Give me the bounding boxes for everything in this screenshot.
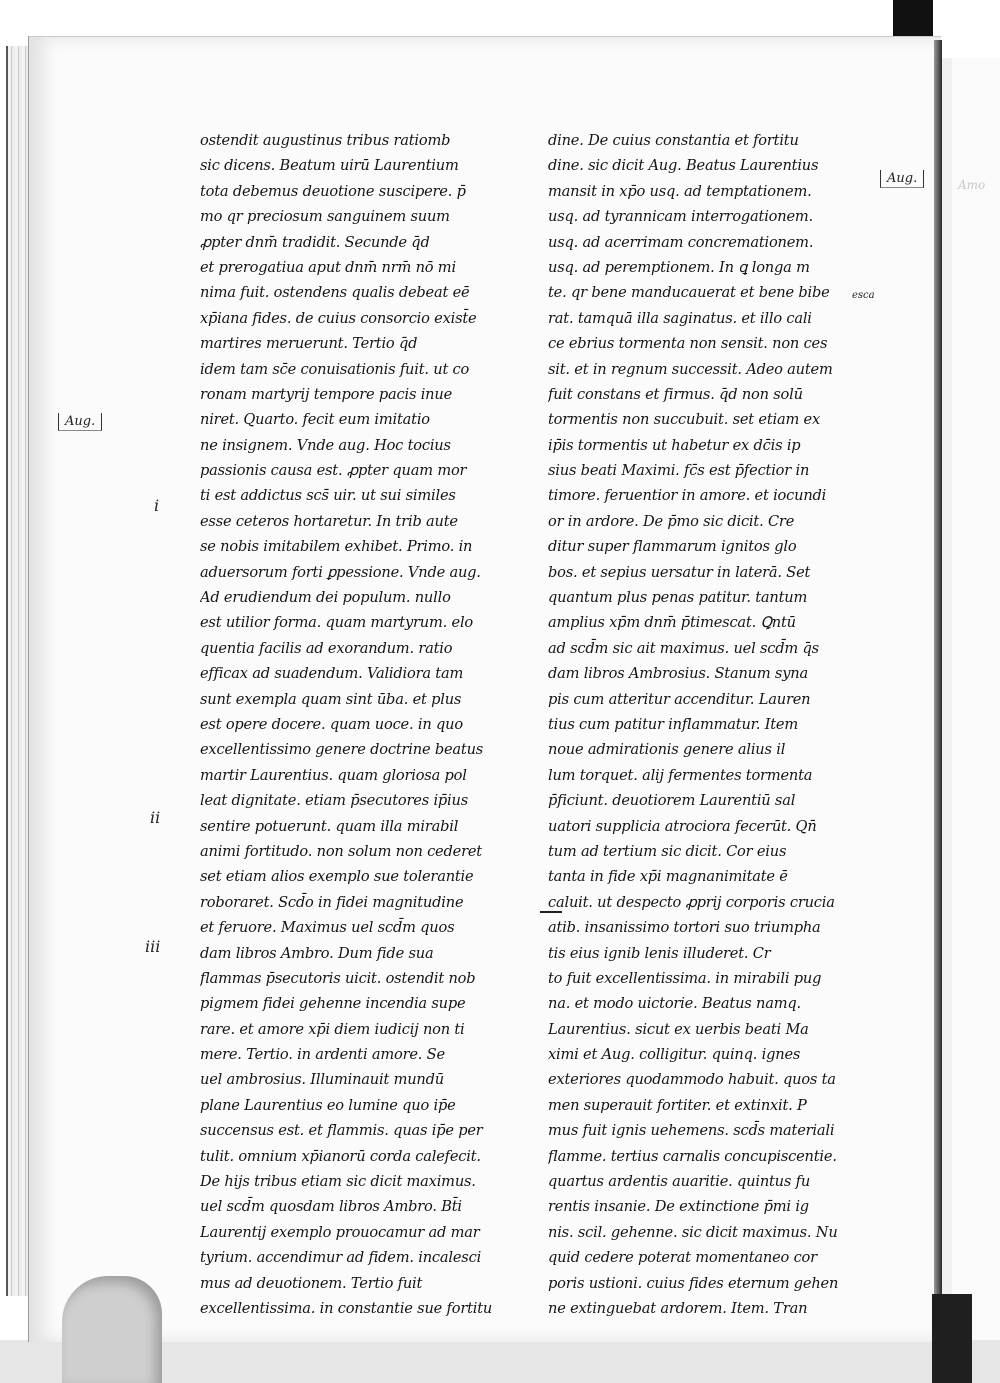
manuscript-line: men superauit fortiter. et extinxit. P	[548, 1096, 807, 1114]
manuscript-line: uel ambrosius. Illuminauit mundū	[200, 1071, 444, 1089]
margin-numeral-1: i	[154, 496, 160, 515]
manuscript-line: martir Laurentius. quam gloriosa pol	[200, 766, 467, 784]
manuscript-line: mere. Tertio. in ardenti amore. Se	[200, 1046, 445, 1064]
manuscript-line: plane Laurentius eo lumine quo ip̄e	[200, 1096, 456, 1114]
manuscript-line: tyrium. accendimur ad fidem. incalesci	[200, 1249, 482, 1267]
manuscript-line: tulit. omnium xp̄ianorū corda calefecit.	[200, 1147, 481, 1165]
manuscript-line: uel scd̄m quosdam libros Ambro. Bt̄i	[200, 1198, 462, 1216]
manuscript-line: to fuit excellentissima. in mirabili pug	[548, 969, 822, 987]
manuscript-line: sentire potuerunt. quam illa mirabil	[200, 817, 459, 835]
manuscript-line: quid cedere poterat momentaneo cor	[548, 1249, 817, 1267]
manuscript-line: usq. ad tyrannicam interrogationem.	[548, 208, 813, 226]
manuscript-line: est utilior forma. quam martyrum. elo	[200, 614, 474, 632]
margin-note-aug-left: Aug.	[58, 413, 102, 431]
manuscript-line: est opere docere. quam uoce. in quo	[200, 715, 463, 733]
manuscript-line: ad scd̄m sic ait maximus. uel scd̄m q̄s	[548, 639, 819, 657]
manuscript-line: pigmem fidei gehenne incendia supe	[200, 995, 466, 1013]
manuscript-line: niret. Quarto. fecit eum imitatio	[200, 411, 430, 429]
manuscript-line: amplius xp̄m dnm̄ p̄timescat. Ꝗntū	[548, 614, 796, 632]
manuscript-line: lum torquet. alij fermentes tormenta	[548, 766, 813, 784]
manuscript-line: or in ardore. De p̄mo sic dicit. Cre	[548, 512, 795, 530]
manuscript-line: dam libros Ambrosius. Stanum syna	[548, 665, 808, 683]
manuscript-line: leat dignitate. etiam p̄secutores ip̄ius	[200, 792, 469, 810]
manuscript-line: ronam martyrij tempore pacis inue	[200, 385, 453, 403]
manuscript-line: usq. ad peremptionem. In ꝗ longa m	[548, 258, 810, 276]
manuscript-line: rentis insanie. De extinctione p̄mi ig	[548, 1198, 809, 1216]
manuscript-line: aduersorum forti ꝑpessione. Vnde aug.	[200, 563, 481, 581]
manuscript-line: se nobis imitabilem exhibet. Primo. in	[200, 538, 473, 556]
manuscript-line: idem tam sc̄e conuisationis fuit. ut co	[200, 360, 470, 378]
facing-page-edge	[940, 58, 1000, 1358]
manuscript-line: fuit constans et firmus. q̄d non solū	[548, 385, 803, 403]
manuscript-line: ditur super flammarum ignitos glo	[548, 538, 797, 556]
margin-note-aug-right: Aug.	[880, 170, 924, 188]
manuscript-line: te. qr bene manducauerat et bene bibe	[548, 284, 830, 302]
margin-note-faint: Amo	[958, 178, 986, 192]
manuscript-line: De hijs tribus etiam sic dicit maximus.	[200, 1173, 476, 1191]
manuscript-line: passionis causa est. ꝓpter quam mor	[200, 462, 467, 480]
margin-line-mark	[540, 911, 562, 913]
manuscript-line: quantum plus penas patitur. tantum	[548, 589, 808, 607]
manuscript-line: quartus ardentis auaritie. quintus fu	[548, 1173, 811, 1191]
manuscript-line: xp̄iana fides. de cuius consorcio exist̄e	[200, 309, 477, 327]
manuscript-line: ne insignem. Vnde aug. Hoc tocius	[200, 436, 451, 454]
manuscript-line: excellentissimo genere doctrine beatus	[200, 741, 484, 759]
manuscript-line: esse ceteros hortaretur. In trib aute	[200, 512, 458, 530]
manuscript-line: quentia facilis ad exorandum. ratio	[200, 639, 453, 657]
manuscript-line: nis. scil. gehenne. sic dicit maximus. Nu	[548, 1223, 838, 1241]
manuscript-line: et feruore. Maximus uel scd̄m quos	[200, 919, 455, 937]
manuscript-line: na. et modo uictorie. Beatus namq.	[548, 995, 801, 1013]
margin-numeral-2: ii	[150, 808, 161, 827]
manuscript-line: noue admirationis genere alius il	[548, 741, 786, 759]
manuscript-line: dine. sic dicit Aug. Beatus Laurentius	[548, 157, 819, 175]
manuscript-line: ostendit augustinus tribus ratiomb	[200, 132, 451, 149]
manuscript-line: tis eius ignib lenis illuderet. Cr	[548, 944, 771, 962]
manuscript-line: bos. et sepius uersatur in laterā. Set	[548, 563, 811, 581]
margin-numeral-3: iii	[145, 937, 161, 956]
left-text-column	[200, 128, 530, 1321]
manuscript-line: poris ustioni. cuius fides eternum gehen	[548, 1274, 839, 1292]
manuscript-line: tormentis non succubuit. set etiam ex	[548, 411, 821, 429]
manuscript-line: tius cum patitur inflammatur. Item	[548, 715, 798, 733]
manuscript-line: mus fuit ignis uehemens. scd̄s materiali	[548, 1122, 835, 1140]
manuscript-line: martires meruerunt. Tertio q̄d	[200, 335, 418, 353]
background-corner	[893, 0, 933, 40]
manuscript-line: Ad erudiendum dei populum. nullo	[200, 589, 451, 607]
manuscript-line: atib. insanissimo tortori suo triumpha	[548, 919, 821, 937]
manuscript-line: timore. feruentior in amore. et iocundi	[548, 487, 827, 505]
manuscript-line: p̄ficiunt. deuotiorem Laurentiū sal	[548, 792, 796, 810]
manuscript-line: uatori supplicia atrociora fecerūt. Qn̄	[548, 817, 817, 835]
manuscript-line: Laurentius. sicut ex uerbis beati Ma	[548, 1020, 809, 1038]
manuscript-line: dam libros Ambro. Dum fide sua	[200, 944, 434, 962]
manuscript-line: et prerogatiua aput dnm̄ nrm̄ nō mi	[200, 258, 456, 276]
margin-note-esca: esca	[852, 290, 875, 301]
manuscript-line: sunt exempla quam sint ūba. et plus	[200, 690, 462, 708]
manuscript-line: dine. De cuius constantia et fortitu	[548, 132, 799, 149]
manuscript-line: ce ebrius tormenta non sensit. non ces	[548, 335, 828, 353]
manuscript-line: rare. et amore xp̄i diem iudicij non ti	[200, 1020, 465, 1038]
manuscript-line: roboraret. Scd̄o in fidei magnitudine	[200, 893, 464, 911]
manuscript-line: sit. et in regnum successit. Adeo autem	[548, 360, 833, 378]
manuscript-line: ti est addictus scs̄ uir. ut sui similes	[200, 487, 456, 505]
manuscript-line: ximi et Aug. colligitur. quinq. ignes	[548, 1046, 801, 1064]
holding-thumb	[62, 1276, 162, 1383]
manuscript-line: efficax ad suadendum. Validiora tam	[200, 665, 464, 683]
manuscript-line: sic dicens. Beatum uirū Laurentium	[200, 157, 459, 175]
binding-gutter	[934, 40, 942, 1300]
manuscript-line: usq. ad acerrimam concremationem.	[548, 233, 814, 251]
manuscript-line: mo qr preciosum sanguinem suum	[200, 208, 450, 226]
manuscript-line: ne extinguebat ardorem. Item. Tran	[548, 1299, 808, 1317]
right-text-column	[548, 128, 878, 1321]
manuscript-line: set etiam alios exemplo sue tolerantie	[200, 868, 474, 886]
manuscript-line: mus ad deuotionem. Tertio fuit	[200, 1274, 423, 1292]
manuscript-line: ip̄is tormentis ut habetur ex dc̄is ip	[548, 436, 801, 454]
manuscript-line: pis cum atteritur accenditur. Lauren	[548, 690, 811, 708]
manuscript-line: tota debemus deuotione suscipere. p̄	[200, 182, 466, 200]
manuscript-line: succensus est. et flammis. quas ip̄e per	[200, 1122, 483, 1140]
manuscript-line: sius beati Maximi. fc̄s est p̄fectior in	[548, 462, 810, 480]
manuscript-line: rat. tamquā illa saginatus. et illo cali	[548, 309, 812, 327]
manuscript-line: caluit. ut despecto ꝓprij corporis crucia	[548, 893, 835, 911]
manuscript-line: tanta in fide xp̄i magnanimitate ē	[548, 868, 788, 886]
manuscript-line: flammas p̄secutoris uicit. ostendit nob	[200, 969, 476, 987]
manuscript-line: nima fuit. ostendens qualis debeat eē	[200, 284, 470, 302]
manuscript-line: Laurentij exemplo prouocamur ad mar	[200, 1223, 480, 1241]
manuscript-line: animi fortitudo. non solum non cederet	[200, 842, 482, 860]
manuscript-line: ꝓpter dnm̄ tradidit. Secunde q̄d	[200, 233, 430, 251]
manuscript-line: exteriores quodammodo habuit. quos ta	[548, 1071, 836, 1089]
manuscript-line: excellentissima. in constantie sue fortitu	[200, 1299, 493, 1317]
manuscript-line: tum ad tertium sic dicit. Cor eius	[548, 842, 787, 860]
binding-foot	[932, 1294, 972, 1383]
manuscript-line: flamme. tertius carnalis concupiscentie.	[548, 1147, 837, 1165]
manuscript-line: mansit in xp̄o usq. ad temptationem.	[548, 182, 812, 200]
